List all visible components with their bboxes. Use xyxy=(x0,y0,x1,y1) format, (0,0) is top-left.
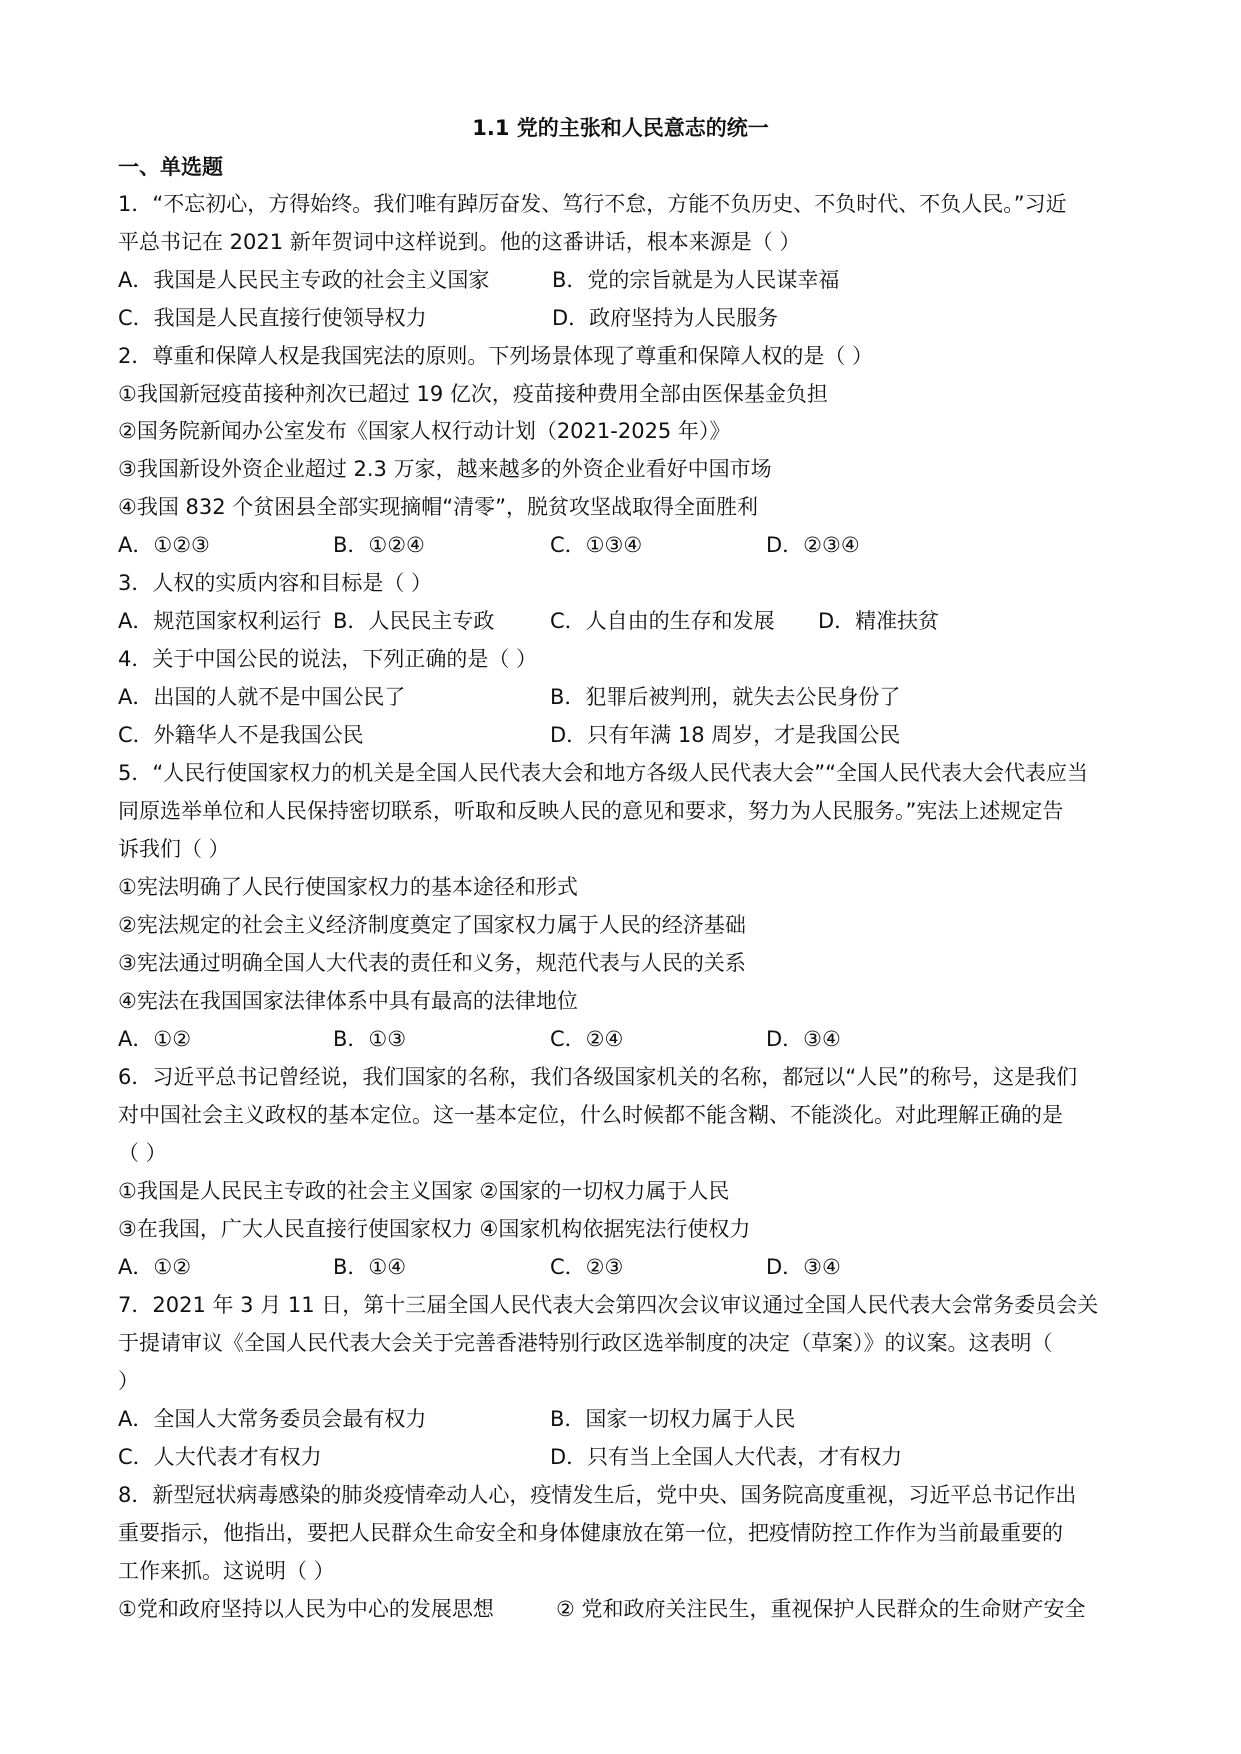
question-7-option-d: D．只有当上全国人大代表，才有权力 xyxy=(550,1445,903,1469)
question-2-statement-4: ④我国 832 个贫困县全部实现摘帽“清零”，脱贫攻坚战取得全面胜利 xyxy=(118,495,759,519)
question-7-line-3: ） xyxy=(118,1369,139,1393)
question-8-line-2: 重要指示，他指出，要把人民群众生命安全和身体健康放在第一位，把疫情防控工作作为当前最重要的 xyxy=(118,1521,1063,1545)
question-3-line-1: 3．人权的实质内容和目标是（ ） xyxy=(118,571,433,595)
page-title: 1.1 党的主张和人民意志的统一 xyxy=(472,116,769,140)
question-6-statement-1: ①我国是人民民主专政的社会主义国家 ②国家的一切权力属于人民 xyxy=(118,1179,730,1203)
question-1-option-d: D．政府坚持为人民服务 xyxy=(552,306,779,330)
question-5-line-2: 同原选举单位和人民保持密切联系，听取和反映人民的意见和要求，努力为人民服务。”宪法上述规定告 xyxy=(118,799,1064,823)
question-6-option-d: D．③④ xyxy=(766,1255,841,1279)
question-6-line-2: 对中国社会主义政权的基本定位。这一基本定位，什么时候都不能含糊、不能淡化。对此理解正确的是 xyxy=(118,1103,1063,1127)
question-5-option-a: A．①② xyxy=(118,1027,192,1051)
question-4-line-1: 4．关于中国公民的说法，下列正确的是（ ） xyxy=(118,647,538,671)
question-1-line-1: 1．“不忘初心，方得始终。我们唯有踔厉奋发、笃行不怠，方能不负历史、不负时代、不负人民。”习近 xyxy=(118,192,1067,216)
question-2-option-a: A．①②③ xyxy=(118,533,210,557)
question-8-line-3: 工作来抓。这说明（ ） xyxy=(118,1559,335,1583)
question-5-option-b: B．①③ xyxy=(333,1027,407,1051)
question-6-line-3: （ ） xyxy=(118,1141,167,1165)
question-8-statement-2: ② 党和政府关注民生，重视保护人民群众的生命财产安全 xyxy=(556,1597,1086,1621)
question-2-statement-2: ②国务院新闻办公室发布《国家人权行动计划（2021-2025 年）》 xyxy=(118,419,731,443)
question-5-line-1: 5．“人民行使国家权力的机关是全国人民代表大会和地方各级人民代表大会”“全国人民代表大会代表应当 xyxy=(118,761,1088,785)
question-6-statement-2: ③在我国，广大人民直接行使国家权力 ④国家机构依据宪法行使权力 xyxy=(118,1217,751,1241)
question-2-option-b: B．①②④ xyxy=(333,533,425,557)
question-4-option-b: B．犯罪后被判刑，就失去公民身份了 xyxy=(550,685,901,709)
question-8-statement-1: ①党和政府坚持以人民为中心的发展思想 xyxy=(118,1597,494,1621)
question-3-option-c: C．人自由的生存和发展 xyxy=(550,609,775,633)
question-7-option-b: B．国家一切权力属于人民 xyxy=(550,1407,796,1431)
question-5-option-c: C．②④ xyxy=(550,1027,624,1051)
question-2-option-d: D．②③④ xyxy=(766,533,860,557)
section-heading: 一、单选题 xyxy=(118,155,223,179)
question-4-option-a: A．出国的人就不是中国公民了 xyxy=(118,685,406,709)
question-5-statement-3: ③宪法通过明确全国人大代表的责任和义务，规范代表与人民的关系 xyxy=(118,951,746,975)
question-5-line-3: 诉我们（ ） xyxy=(118,837,230,861)
question-5-option-d: D．③④ xyxy=(766,1027,841,1051)
question-3-option-d: D．精准扶贫 xyxy=(818,609,940,633)
question-5-statement-4: ④宪法在我国国家法律体系中具有最高的法律地位 xyxy=(118,989,578,1013)
question-6-option-c: C．②③ xyxy=(550,1255,624,1279)
question-8-line-1: 8．新型冠状病毒感染的肺炎疫情牵动人心，疫情发生后，党中央、国务院高度重视，习近平总书记作出 xyxy=(118,1483,1077,1507)
question-4-option-d: D．只有年满 18 周岁，才是我国公民 xyxy=(550,723,901,747)
question-7-line-2: 于提请审议《全国人民代表大会关于完善香港特别行政区选举制度的决定（草案）》的议案。这表明（ xyxy=(118,1331,1053,1355)
question-3-option-a: A．规范国家权利运行 xyxy=(118,609,322,633)
question-3-option-b: B．人民民主专政 xyxy=(333,609,495,633)
question-7-option-a: A．全国人大常务委员会最有权力 xyxy=(118,1407,427,1431)
question-2-statement-1: ①我国新冠疫苗接种剂次已超过 19 亿次，疫苗接种费用全部由医保基金负担 xyxy=(118,382,828,406)
question-2-statement-3: ③我国新设外资企业超过 2.3 万家，越来越多的外资企业看好中国市场 xyxy=(118,457,772,481)
question-7-line-1: 7．2021 年 3 月 11 日，第十三届全国人民代表大会第四次会议审议通过全国人民代表大会常务委员会关 xyxy=(118,1293,1099,1317)
question-4-option-c: C．外籍华人不是我国公民 xyxy=(118,723,364,747)
question-2-option-c: C．①③④ xyxy=(550,533,643,557)
question-1-option-a: A．我国是人民民主专政的社会主义国家 xyxy=(118,268,490,292)
question-6-line-1: 6．习近平总书记曾经说，我们国家的名称，我们各级国家机关的名称，都冠以“人民”的称号，这是我们 xyxy=(118,1065,1078,1089)
question-5-statement-1: ①宪法明确了人民行使国家权力的基本途径和形式 xyxy=(118,875,578,899)
question-1-line-2: 平总书记在 2021 新年贺词中这样说到。他的这番讲话，根本来源是（ ） xyxy=(118,230,801,254)
question-6-option-b: B．①④ xyxy=(333,1255,407,1279)
question-1-option-c: C．我国是人民直接行使领导权力 xyxy=(118,306,427,330)
question-5-statement-2: ②宪法规定的社会主义经济制度奠定了国家权力属于人民的经济基础 xyxy=(118,913,746,937)
question-2-line-1: 2．尊重和保障人权是我国宪法的原则。下列场景体现了尊重和保障人权的是（ ） xyxy=(118,344,874,368)
question-6-option-a: A．①② xyxy=(118,1255,192,1279)
question-7-option-c: C．人大代表才有权力 xyxy=(118,1445,322,1469)
question-1-option-b: B．党的宗旨就是为人民谋幸福 xyxy=(552,268,840,292)
